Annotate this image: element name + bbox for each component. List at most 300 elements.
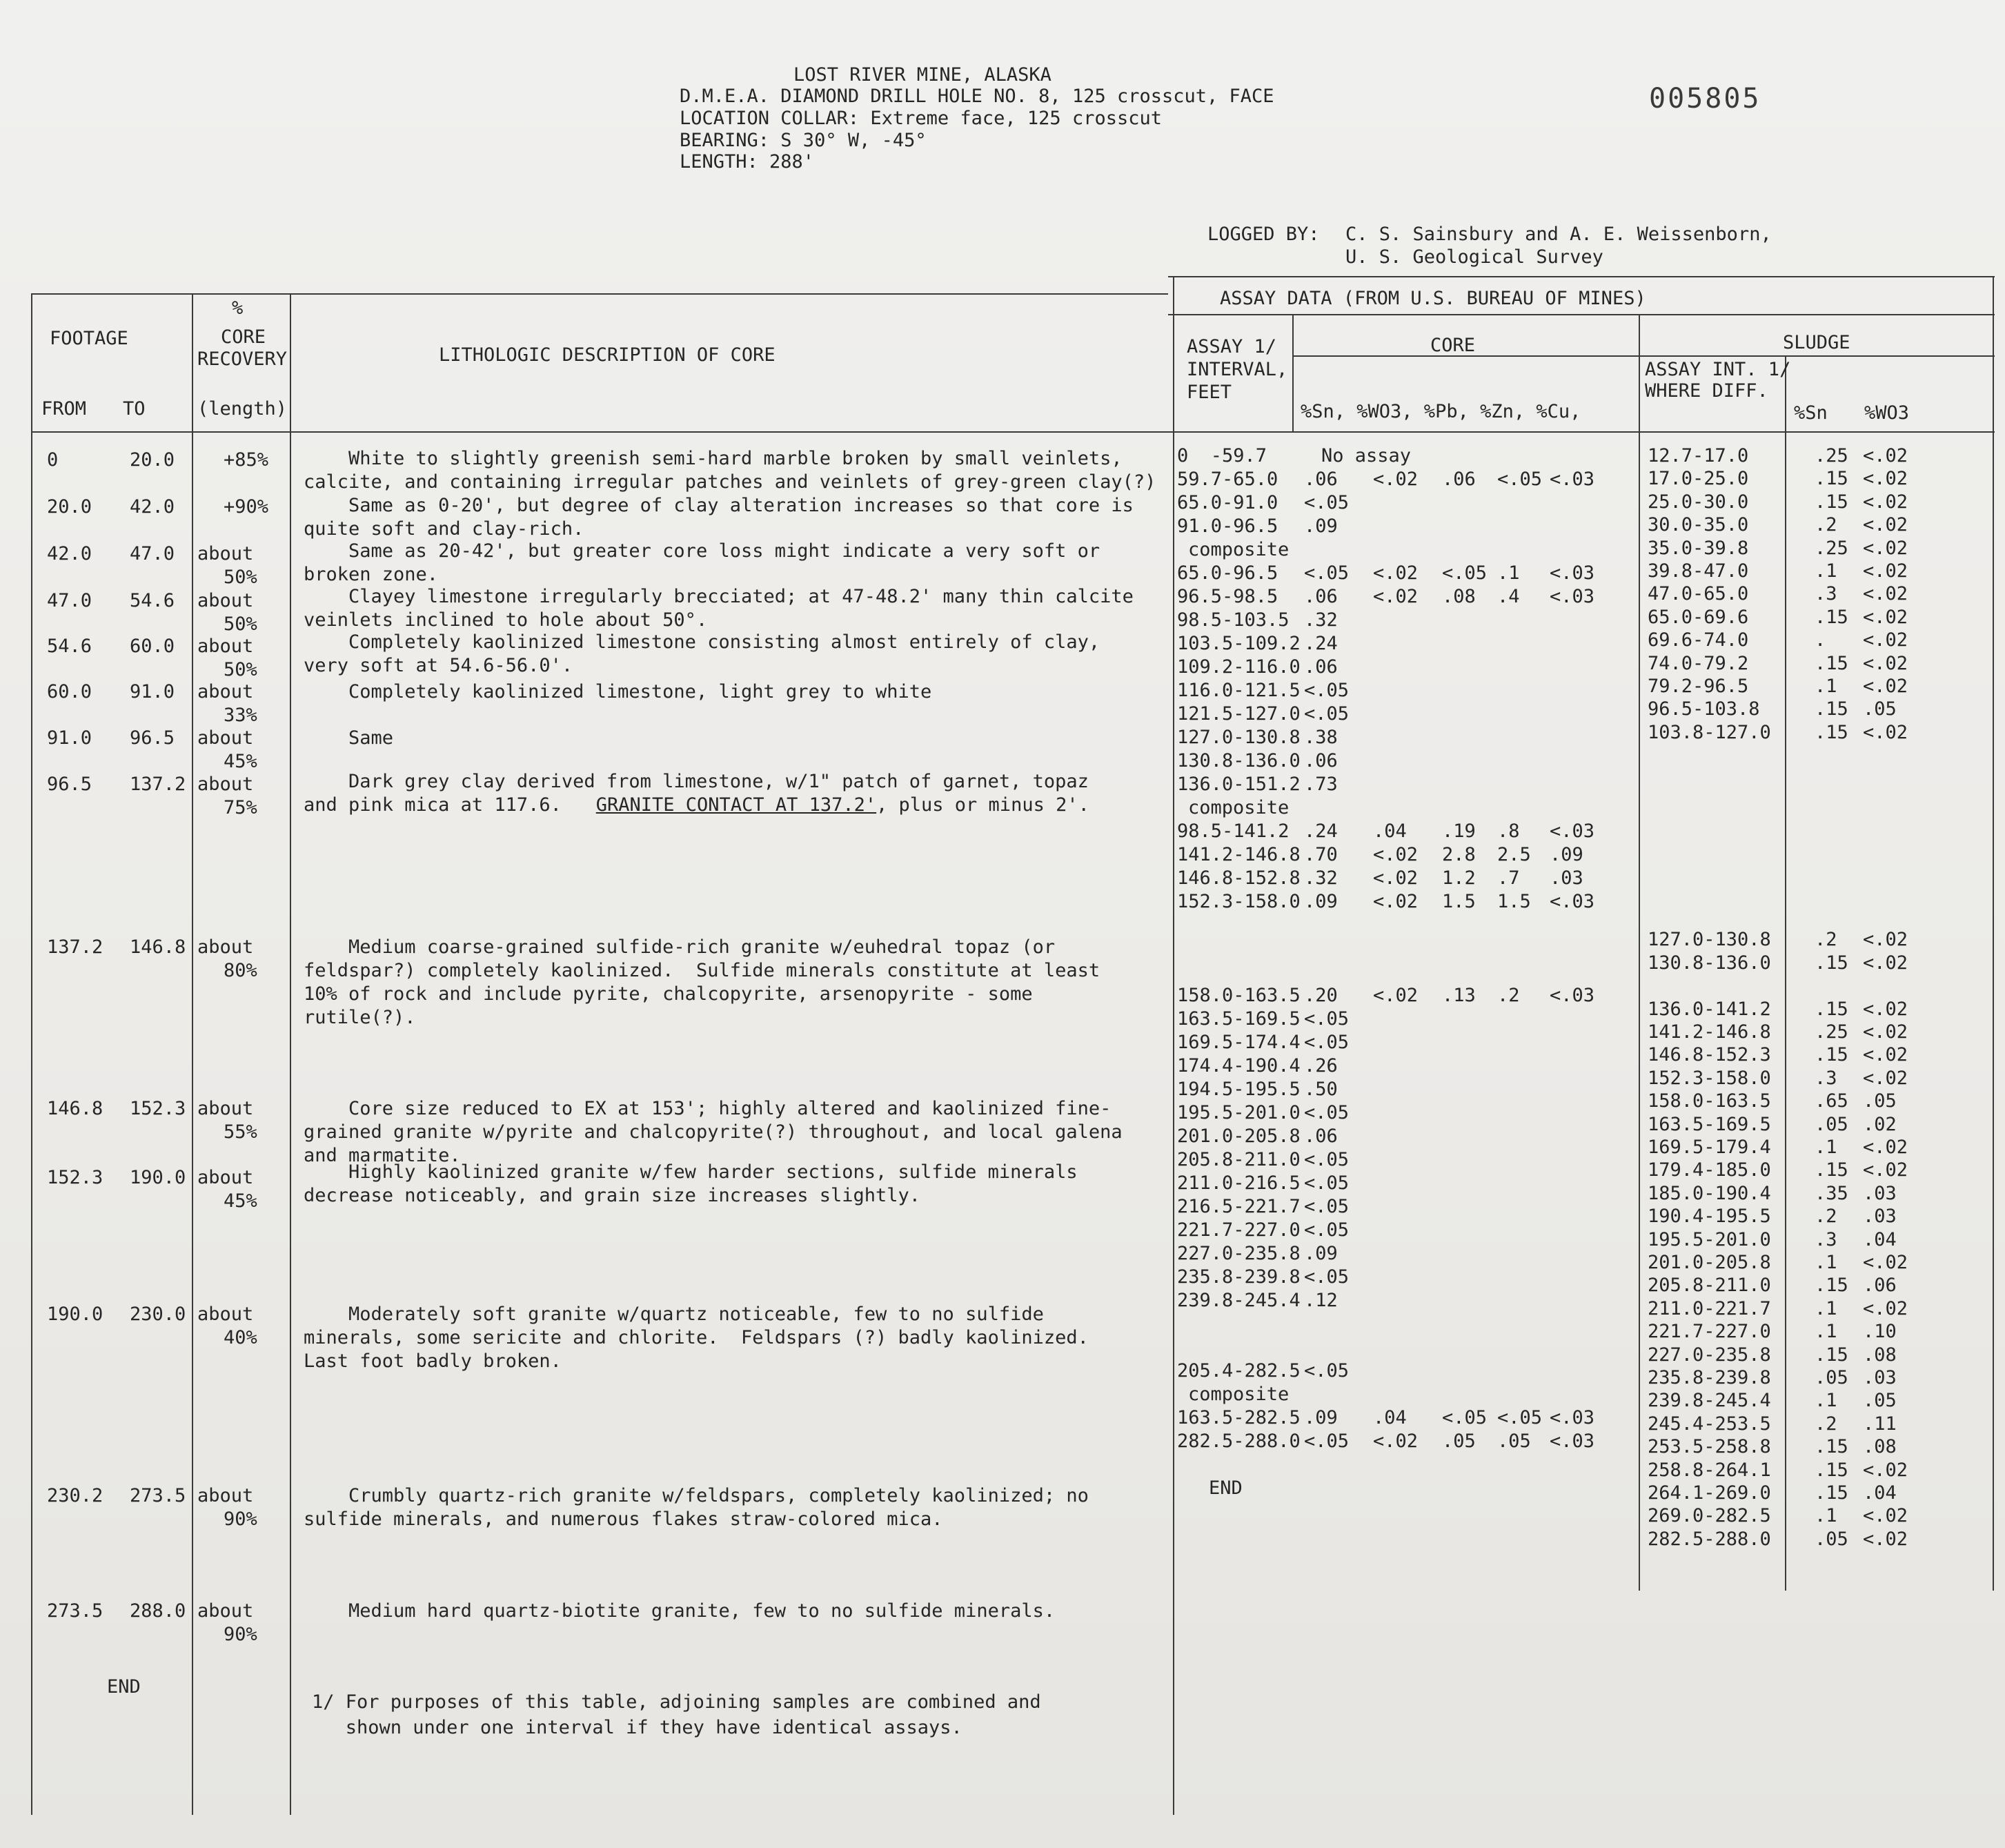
core-pb: .06: [1442, 469, 1476, 490]
core-cu: <.03: [1550, 1431, 1595, 1452]
core-recovery: about: [197, 636, 254, 657]
sludge-interval: 127.0-130.8: [1648, 929, 1771, 950]
footnote-line-1: 1/ For purposes of this table, adjoining samples are combined and: [312, 1691, 1041, 1713]
core-sn: <.05: [1304, 562, 1350, 584]
sludge-wo3: .08: [1863, 1436, 1897, 1457]
sludge-interval: 227.0-235.8: [1648, 1344, 1771, 1366]
core-sn: .12: [1304, 1290, 1338, 1311]
sludge-sn: .2: [1815, 514, 1837, 535]
col-assay-1: ASSAY 1/: [1187, 336, 1277, 357]
assay-interval: 211.0-216.5: [1177, 1172, 1301, 1194]
sludge-wo3: .03: [1863, 1183, 1897, 1204]
col-to: TO: [123, 398, 146, 420]
sludge-sn: .15: [1815, 1482, 1848, 1504]
assay-interval: 146.8-152.8: [1177, 867, 1301, 889]
core-sn: <.05: [1304, 1219, 1350, 1241]
assay-interval: 169.5-174.4: [1177, 1032, 1301, 1053]
core-wo3: <.02: [1373, 985, 1419, 1006]
core-sn: <.05: [1304, 1102, 1350, 1123]
core-pb: <.05: [1442, 1407, 1488, 1428]
col-from: FROM: [41, 398, 87, 420]
core-sn: .73: [1304, 774, 1338, 795]
litho-line: Medium coarse-grained sulfide-rich granite w/euhedral topaz (or: [304, 936, 1056, 958]
assay-interval: 195.5-201.0: [1177, 1102, 1301, 1123]
core-cu: <.03: [1550, 820, 1595, 842]
sludge-sn: .1: [1815, 1505, 1837, 1526]
core-zn: .2: [1497, 985, 1520, 1006]
core-pb: .19: [1442, 820, 1476, 842]
litho-line: quite soft and clay-rich.: [304, 518, 584, 540]
footnote-line-2: shown under one interval if they have identical assays.: [312, 1717, 962, 1738]
col-interval: INTERVAL,: [1187, 359, 1288, 380]
core-sn: <.05: [1304, 1431, 1350, 1452]
core-sn: .38: [1304, 727, 1338, 748]
litho-line: Same as 0-20', but degree of clay alteration increases so that core is: [304, 495, 1134, 516]
core-wo3: <.02: [1373, 469, 1419, 490]
core-recovery: +90%: [224, 496, 269, 518]
sludge-wo3: .04: [1863, 1482, 1897, 1504]
col-assay-data: ASSAY DATA (FROM U.S. BUREAU OF MINES): [1220, 288, 1646, 309]
col-sludge-int: ASSAY INT. 1/: [1645, 359, 1791, 380]
sludge-interval: 35.0-39.8: [1648, 538, 1749, 559]
assay-interval: 109.2-116.0: [1177, 656, 1301, 678]
sludge-sn: .2: [1815, 1206, 1837, 1227]
litho-line: decrease noticeably, and grain size increases slightly.: [304, 1185, 921, 1206]
assay-interval: composite: [1188, 797, 1290, 818]
sludge-sn: .1: [1815, 1252, 1837, 1273]
sludge-sn: .1: [1815, 1137, 1837, 1158]
sludge-sn: .3: [1815, 583, 1837, 604]
core-sn: .24: [1304, 820, 1338, 842]
assay-interval: 174.4-190.4: [1177, 1055, 1301, 1077]
col-litho: LITHOLOGIC DESCRIPTION OF CORE: [439, 344, 776, 366]
sludge-interval: 235.8-239.8: [1648, 1367, 1771, 1388]
core-sn: .09: [1304, 891, 1338, 912]
col-sludge-diff: WHERE DIFF.: [1645, 380, 1768, 402]
core-recovery: 75%: [224, 797, 257, 818]
sludge-interval: 65.0-69.6: [1648, 607, 1749, 628]
assay-interval: 130.8-136.0: [1177, 750, 1301, 771]
core-wo3: <.02: [1373, 844, 1419, 865]
sludge-sn: .05: [1815, 1114, 1848, 1135]
litho-line: Completely kaolinized limestone consisting almost entirely of clay,: [304, 631, 1100, 653]
footage-from: 152.3: [47, 1167, 103, 1188]
sludge-wo3: <.02: [1863, 929, 1908, 950]
litho-line: Same as 20-42', but greater core loss might indicate a very soft or: [304, 540, 1100, 562]
sludge-sn: .1: [1815, 1321, 1837, 1342]
core-recovery: 45%: [224, 751, 257, 772]
sludge-interval: 79.2-96.5: [1648, 676, 1749, 697]
core-zn: .8: [1497, 820, 1520, 842]
sludge-wo3: .04: [1863, 1229, 1897, 1250]
litho-line: 10% of rock and include pyrite, chalcopyrite, arsenopyrite - some: [304, 983, 1033, 1005]
core-wo3: <.02: [1373, 891, 1419, 912]
sludge-interval: 185.0-190.4: [1648, 1183, 1771, 1204]
sludge-wo3: .05: [1863, 1090, 1897, 1112]
sludge-interval: 258.8-264.1: [1648, 1459, 1771, 1481]
assay-interval: 98.5-103.5: [1177, 609, 1290, 631]
sludge-interval: 141.2-146.8: [1648, 1021, 1771, 1043]
core-recovery: about: [197, 936, 254, 958]
core-wo3: <.02: [1373, 867, 1419, 889]
sludge-interval: 17.0-25.0: [1648, 468, 1749, 489]
sludge-wo3: <.02: [1863, 653, 1908, 674]
litho-line: Dark grey clay derived from limestone, w/1" patch of garnet, topaz: [304, 771, 1089, 792]
core-recovery: about: [197, 774, 254, 795]
core-recovery: 40%: [224, 1327, 257, 1348]
core-sn: <.05: [1304, 1149, 1350, 1170]
col-sludge: SLUDGE: [1783, 332, 1850, 353]
sludge-interval: 30.0-35.0: [1648, 514, 1749, 535]
litho-line: and pink mica at 117.6.: [304, 794, 562, 816]
sludge-interval: 245.4-253.5: [1648, 1413, 1771, 1435]
core-recovery: 33%: [224, 705, 257, 726]
core-sn: <.05: [1304, 703, 1350, 725]
core-pb: .08: [1442, 586, 1476, 607]
sludge-sn: .15: [1815, 1436, 1848, 1457]
sludge-wo3: .02: [1863, 1114, 1897, 1135]
core-recovery: about: [197, 1485, 254, 1506]
litho-line: Crumbly quartz-rich granite w/feldspars, completely kaolinized; no: [304, 1485, 1089, 1506]
core-recovery: 50%: [224, 567, 257, 588]
col-core-group: CORE: [1430, 335, 1476, 356]
col-footage: FOOTAGE: [50, 328, 128, 349]
document-number: 005805: [1649, 83, 1761, 115]
core-wo3: .04: [1373, 820, 1407, 842]
sludge-interval: 163.5-169.5: [1648, 1114, 1771, 1135]
sludge-wo3: <.02: [1863, 722, 1908, 743]
assay-interval: 59.7-65.0: [1177, 469, 1278, 490]
sludge-sn: .2: [1815, 1413, 1837, 1435]
sludge-interval: 103.8-127.0: [1648, 722, 1771, 743]
footage-from: 273.5: [47, 1600, 103, 1622]
core-sn: .06: [1304, 469, 1338, 490]
core-zn: .05: [1497, 1431, 1531, 1452]
litho-line: grained granite w/pyrite and chalcopyrite(?) throughout, and local galena: [304, 1121, 1123, 1143]
sludge-sn: .05: [1815, 1528, 1848, 1550]
core-zn: 1.5: [1497, 891, 1531, 912]
assay-interval: 121.5-127.0: [1177, 703, 1301, 725]
core-sn: <.05: [1304, 1266, 1350, 1288]
sludge-wo3: <.02: [1863, 1159, 1908, 1181]
core-sn: <.05: [1304, 1360, 1350, 1382]
assay-interval: 201.0-205.8: [1177, 1125, 1301, 1147]
core-sn: .32: [1304, 867, 1338, 889]
core-pb: <.05: [1442, 562, 1488, 584]
litho-line: and marmatite.: [304, 1145, 461, 1166]
core-sn: .09: [1304, 515, 1338, 537]
footage-from: 20.0: [47, 496, 92, 518]
sludge-interval: 221.7-227.0: [1648, 1321, 1771, 1342]
core-pb: 1.5: [1442, 891, 1476, 912]
col-length: (length): [197, 398, 288, 420]
footage-from: 60.0: [47, 681, 92, 702]
sludge-sn: .1: [1815, 1298, 1837, 1319]
assay-interval: 205.8-211.0: [1177, 1149, 1301, 1170]
sludge-interval: 190.4-195.5: [1648, 1206, 1771, 1227]
sludge-wo3: .11: [1863, 1413, 1897, 1435]
footage-to: 47.0: [130, 543, 175, 564]
sludge-interval: 136.0-141.2: [1648, 999, 1771, 1020]
sludge-wo3: <.02: [1863, 468, 1908, 489]
sludge-sn: .65: [1815, 1090, 1848, 1112]
sludge-interval: 69.6-74.0: [1648, 629, 1749, 651]
core-sn: <.05: [1304, 1008, 1350, 1030]
core-cu: <.03: [1550, 562, 1595, 584]
assay-interval: 141.2-146.8: [1177, 844, 1301, 865]
core-sn: .06: [1304, 656, 1338, 678]
litho-line: Last foot badly broken.: [304, 1350, 562, 1372]
sludge-sn: .1: [1815, 1390, 1837, 1411]
footage-from: 230.2: [47, 1485, 103, 1506]
col-core-cols: %Sn, %WO3, %Pb, %Zn, %Cu,: [1301, 401, 1581, 422]
assay-interval: 65.0-96.5: [1177, 562, 1278, 584]
core-recovery: about: [197, 543, 254, 564]
sludge-sn: .15: [1815, 1459, 1848, 1481]
litho-line: minerals, some sericite and chlorite. Feldspars (?) badly kaolinized.: [304, 1327, 1089, 1348]
sludge-sn: .3: [1815, 1229, 1837, 1250]
sludge-sn: .15: [1815, 722, 1848, 743]
footage-from: 0: [47, 449, 59, 471]
sludge-wo3: .03: [1863, 1367, 1897, 1388]
assay-interval: 0 -59.7: [1177, 445, 1267, 466]
footage-to: 96.5: [130, 727, 175, 749]
bearing-line: BEARING: S 30° W, -45°: [680, 130, 927, 151]
footage-to: 54.6: [130, 590, 175, 611]
sludge-interval: 239.8-245.4: [1648, 1390, 1771, 1411]
col-sludge-wo3: %WO3: [1864, 402, 1910, 424]
logged-by-names: C. S. Sainsbury and A. E. Weissenborn,: [1345, 224, 1772, 245]
core-wo3: <.02: [1373, 1431, 1419, 1452]
col-feet: FEET: [1187, 382, 1232, 403]
core-cu: <.03: [1550, 985, 1595, 1006]
sludge-interval: 47.0-65.0: [1648, 583, 1749, 604]
sludge-interval: 282.5-288.0: [1648, 1528, 1771, 1550]
sludge-wo3: <.02: [1863, 1044, 1908, 1065]
core-sn: .50: [1304, 1079, 1338, 1100]
assay-interval: 227.0-235.8: [1177, 1243, 1301, 1264]
sludge-wo3: .05: [1863, 698, 1897, 720]
assay-interval: 282.5-288.0: [1177, 1431, 1301, 1452]
sludge-wo3: .08: [1863, 1344, 1897, 1366]
sludge-wo3: <.02: [1863, 583, 1908, 604]
core-recovery: 90%: [224, 1624, 257, 1645]
sludge-interval: 211.0-221.7: [1648, 1298, 1771, 1319]
sludge-wo3: <.02: [1863, 676, 1908, 697]
core-recovery: 45%: [224, 1190, 257, 1212]
contact-tolerance: , plus or minus 2'.: [876, 794, 1089, 816]
footage-to: 91.0: [130, 681, 175, 702]
sludge-wo3: <.02: [1863, 1252, 1908, 1273]
sludge-wo3: <.02: [1863, 1021, 1908, 1043]
core-sn: .70: [1304, 844, 1338, 865]
core-recovery: 50%: [224, 659, 257, 680]
core-recovery: about: [197, 1098, 254, 1119]
core-sn: .06: [1304, 586, 1338, 607]
core-recovery: 55%: [224, 1121, 257, 1143]
litho-line: rutile(?).: [304, 1007, 416, 1028]
assay-interval: 96.5-98.5: [1177, 586, 1278, 607]
litho-line: feldspar?) completely kaolinized. Sulfide minerals constitute at least: [304, 960, 1100, 981]
sludge-interval: 169.5-179.4: [1648, 1137, 1771, 1158]
core-sn: .20: [1304, 985, 1338, 1006]
sludge-wo3: <.02: [1863, 560, 1908, 582]
core-cu: <.03: [1550, 469, 1595, 490]
sludge-sn: .2: [1815, 929, 1837, 950]
sludge-sn: .35: [1815, 1183, 1848, 1204]
core-recovery: 90%: [224, 1508, 257, 1530]
core-wo3: <.02: [1373, 562, 1419, 584]
sludge-wo3: <.02: [1863, 491, 1908, 513]
logged-by-agency: U. S. Geological Survey: [1345, 246, 1603, 268]
assay-interval: 65.0-91.0: [1177, 492, 1278, 513]
core-sn: <.05: [1304, 492, 1350, 513]
sludge-interval: 195.5-201.0: [1648, 1229, 1771, 1250]
footage-from: 190.0: [47, 1304, 103, 1325]
litho-line: sulfide minerals, and numerous flakes straw-colored mica.: [304, 1508, 943, 1530]
core-pb: 1.2: [1442, 867, 1476, 889]
core-cu: .03: [1550, 867, 1583, 889]
granite-contact-note: GRANITE CONTACT AT 137.2': [595, 794, 877, 816]
footage-from: 137.2: [47, 936, 103, 958]
sludge-sn: .15: [1815, 468, 1848, 489]
litho-line: Same: [304, 727, 394, 749]
sludge-sn: .15: [1815, 653, 1848, 674]
footage-to: 60.0: [130, 636, 175, 657]
footage-to: 230.0: [130, 1304, 186, 1325]
sludge-sn: .25: [1815, 1021, 1848, 1043]
core-sn: .06: [1304, 750, 1338, 771]
core-recovery: about: [197, 590, 254, 611]
core-sn: <.05: [1304, 1032, 1350, 1053]
footage-to: 137.2: [130, 774, 186, 795]
assay-interval: 127.0-130.8: [1177, 727, 1301, 748]
sludge-wo3: <.02: [1863, 1137, 1908, 1158]
footage-from: 146.8: [47, 1098, 103, 1119]
sludge-wo3: <.02: [1863, 999, 1908, 1020]
assay-interval: 235.8-239.8: [1177, 1266, 1301, 1288]
core-cu: .09: [1550, 844, 1583, 865]
core-recovery: about: [197, 681, 254, 702]
litho-line: Highly kaolinized granite w/few harder sections, sulfide minerals: [304, 1161, 1078, 1183]
footage-from: 42.0: [47, 543, 92, 564]
sludge-wo3: <.02: [1863, 1459, 1908, 1481]
sludge-wo3: <.02: [1863, 1505, 1908, 1526]
assay-interval: 163.5-282.5: [1177, 1407, 1301, 1428]
sludge-wo3: .06: [1863, 1275, 1897, 1296]
core-sn: <.05: [1304, 1172, 1350, 1194]
footage-to: 20.0: [130, 449, 175, 471]
core-zn: .4: [1497, 586, 1520, 607]
sludge-sn: .: [1815, 629, 1826, 651]
sludge-interval: 179.4-185.0: [1648, 1159, 1771, 1181]
core-cu: <.03: [1550, 1407, 1595, 1428]
sludge-wo3: <.02: [1863, 629, 1908, 651]
footage-from: 47.0: [47, 590, 92, 611]
assay-interval: 163.5-169.5: [1177, 1008, 1301, 1030]
core-sn: .32: [1304, 609, 1338, 631]
footage-to: 152.3: [130, 1098, 186, 1119]
footage-to: 288.0: [130, 1600, 186, 1622]
sludge-sn: .15: [1815, 1275, 1848, 1296]
core-zn: <.05: [1497, 469, 1543, 490]
assay-interval: END: [1209, 1477, 1243, 1499]
core-zn: <.05: [1497, 1407, 1543, 1428]
assay-interval: 194.5-195.5: [1177, 1079, 1301, 1100]
footage-from: 54.6: [47, 636, 92, 657]
sludge-sn: .15: [1815, 698, 1848, 720]
core-zn: .1: [1497, 562, 1520, 584]
assay-interval: 98.5-141.2: [1177, 820, 1290, 842]
core-sn: .24: [1304, 633, 1338, 654]
footage-from: 96.5: [47, 774, 92, 795]
litho-line: Moderately soft granite w/quartz noticeable, few to no sulfide: [304, 1304, 1044, 1325]
sludge-sn: .15: [1815, 1159, 1848, 1181]
location-line: LOCATION COLLAR: Extreme face, 125 crosscut: [680, 108, 1162, 129]
sludge-interval: 205.8-211.0: [1648, 1275, 1771, 1296]
core-recovery: 80%: [224, 960, 257, 981]
core-recovery: about: [197, 1600, 254, 1622]
sludge-interval: 158.0-163.5: [1648, 1090, 1771, 1112]
sludge-interval: 201.0-205.8: [1648, 1252, 1771, 1273]
sludge-interval: 96.5-103.8: [1648, 698, 1760, 720]
sludge-wo3: <.02: [1863, 952, 1908, 974]
core-wo3: <.02: [1373, 586, 1419, 607]
sludge-interval: 74.0-79.2: [1648, 653, 1749, 674]
sludge-wo3: <.02: [1863, 1528, 1908, 1550]
sludge-sn: .05: [1815, 1367, 1848, 1388]
core-recovery: +85%: [224, 449, 269, 471]
assay-interval: 103.5-109.2: [1177, 633, 1301, 654]
sludge-sn: .1: [1815, 676, 1837, 697]
core-cu: <.03: [1550, 891, 1595, 912]
footage-to: 190.0: [130, 1167, 186, 1188]
drill-hole-line: D.M.E.A. DIAMOND DRILL HOLE NO. 8, 125 crosscut, FACE: [680, 86, 1274, 107]
assay-interval: 91.0-96.5: [1177, 515, 1278, 537]
core-sn: .09: [1304, 1407, 1338, 1428]
core-zn: 2.5: [1497, 844, 1531, 865]
core-recovery: about: [197, 1167, 254, 1188]
assay-interval: 116.0-121.5: [1177, 680, 1301, 701]
assay-interval: 152.3-158.0: [1177, 891, 1301, 912]
assay-interval: 158.0-163.5: [1177, 985, 1301, 1006]
end-label: END: [107, 1676, 141, 1698]
assay-interval: 216.5-221.7: [1177, 1196, 1301, 1217]
litho-line: broken zone.: [304, 564, 439, 585]
sludge-interval: 269.0-282.5: [1648, 1505, 1771, 1526]
sludge-sn: .15: [1815, 999, 1848, 1020]
litho-line: Completely kaolinized limestone, light grey to white: [304, 681, 932, 702]
sludge-sn: .15: [1815, 1044, 1848, 1065]
litho-line: Medium hard quartz-biotite granite, few to no sulfide minerals.: [304, 1600, 1056, 1622]
sludge-sn: .25: [1815, 445, 1848, 466]
core-pb: .13: [1442, 985, 1476, 1006]
core-pb: .05: [1442, 1431, 1476, 1452]
sludge-interval: 130.8-136.0: [1648, 952, 1771, 974]
sludge-wo3: <.02: [1863, 607, 1908, 628]
sludge-interval: 39.8-47.0: [1648, 560, 1749, 582]
col-sludge-sn: %Sn: [1794, 402, 1828, 424]
litho-line: very soft at 54.6-56.0'.: [304, 655, 573, 676]
litho-line: White to slightly greenish semi-hard marble broken by small veinlets,: [304, 448, 1123, 469]
core-zn: .7: [1497, 867, 1520, 889]
sludge-sn: .25: [1815, 538, 1848, 559]
assay-interval: composite: [1188, 1384, 1290, 1405]
col-core: CORE: [221, 326, 266, 348]
sludge-wo3: .10: [1863, 1321, 1897, 1342]
core-sn: .06: [1304, 1125, 1338, 1147]
sludge-interval: 12.7-17.0: [1648, 445, 1749, 466]
